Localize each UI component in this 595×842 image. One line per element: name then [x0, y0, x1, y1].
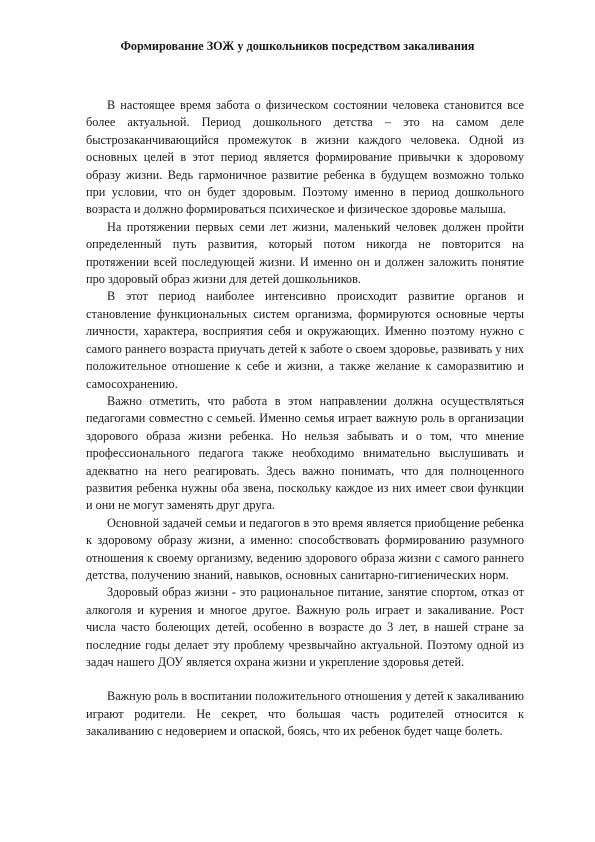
document-body [86, 97, 524, 741]
paragraph-3: В этот период наиболее интенсивно происходит развитие органов и становление функциональных систем организма, формируются основные черты личности, характера, восприятия себя и окружающих. Именно поэтому нужно с самого раннего возраста приучать детей к заботе о своем здоровье, развивать у них положительное отношение к себе и жизни, а также желание к саморазвитию и самосохранению. [86, 289, 524, 391]
paragraph-4: Важно отметить, что работа в этом направлении должна осуществляться педагогами совместно с семьей. Именно семья играет важную роль в организации здорового образа жизни ребенка. Но нельзя забывать и о том, что мнение профессионального педагога также необходимо внимательно выслушивать и адекватно на него реагировать. Здесь важно понимать, что для полноценного развития ребенка нужны оба звена, поскольку каждое из них имеет свои функции и они не могут заменять друг друга. [86, 393, 524, 513]
paragraph-1: В настоящее время забота о физическом состоянии человека становится все более актуальной. Период дошкольного детства – это на самом деле быстрозаканчивающийся промежуток в жизни каждого человека. Одной из основных целей в этот период является формирование привычки к здоровому образу жизни. Ведь гармоничное развитие ребенка в будущем возможно только при условии, что он будет здоровым. Поэтому именно в период дошкольного возраста и должно формироваться психическое и физическое здоровье малыша. [86, 98, 524, 217]
document-title: Формирование ЗОЖ у дошкольников посредством закаливания [120, 39, 475, 53]
paragraph-5: Основной задачей семьи и педагогов в это время является приобщение ребенка к здоровому образу жизни, а именно: способствовать формированию разумного отношения к своему организму, ведению здорового образа жизни с самого раннего детства, получению знаний, навыков, основных санитарно-гигиенических норм. [86, 515, 524, 582]
paragraph-7: Важную роль в воспитании положительного отношения у детей к закаливанию играют родители. Не секрет, что большая часть родителей относится к закаливанию с недоверием и опаской, боясь, что их ребенок будет чаще болеть. [86, 689, 524, 739]
paragraph-6: Здоровый образ жизни - это рациональное питание, занятие спортом, отказ от алкоголя и курения и многое другое. Важную роль играет и закаливание. Рост числа часто болеющих детей, особенно в возрасте до 3 лет, в нашей стране за последние годы делает эту проблему чрезвычайно актуальной. Поэтому одной из задач нашего ДОУ является охрана жизни и укрепление здоровья детей. [86, 585, 524, 669]
paragraph-2: На протяжении первых семи лет жизни, маленький человек должен пройти определенный путь развития, который потом никогда не повторится на протяжении всей последующей жизни. И именно он и должен заложить понятие про здоровый образ жизни для детей дошкольников. [86, 219, 524, 287]
